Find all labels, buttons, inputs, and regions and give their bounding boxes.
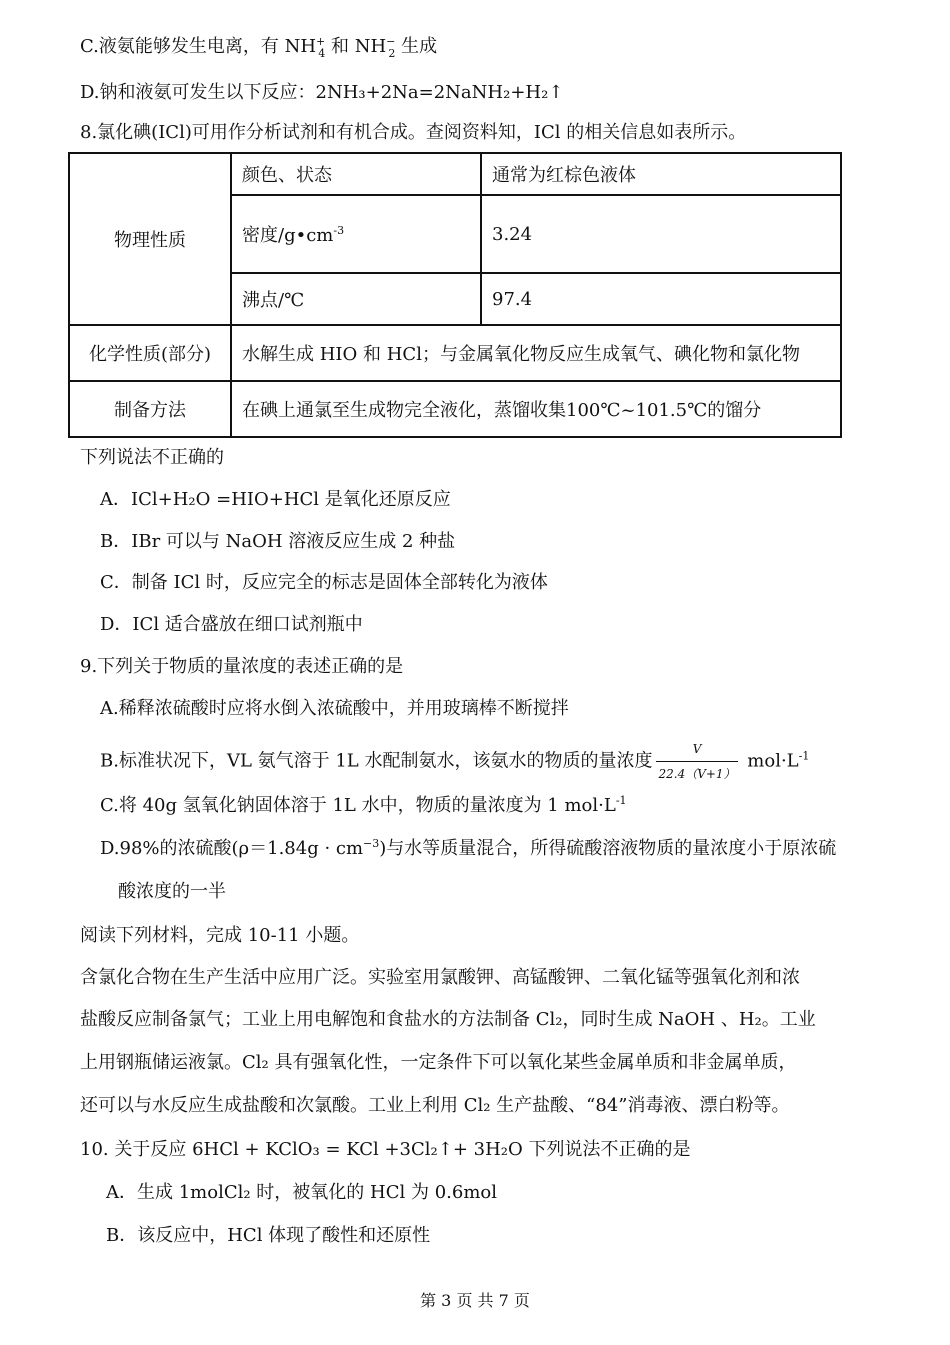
- q9-option-b: [100, 737, 809, 786]
- q7-option-c: [80, 35, 437, 59]
- row-value-color: 通常为红棕色液体: [481, 153, 841, 195]
- reading-paragraph-line4: 还可以与水反应生成盐酸和次氯酸。工业上利用 Cl₂ 生产盐酸、“84”消毒液、漂白粉等。: [80, 1095, 790, 1116]
- nh4-charge: +: [316, 35, 326, 48]
- page-footer: 第 3 页 共 7 页: [420, 1291, 530, 1310]
- q9-c-exponent: -1: [615, 794, 627, 807]
- q8-prompt: 下列说法不正确的: [80, 447, 224, 468]
- fraction-numerator: V: [656, 737, 737, 762]
- q7-c-text: C.液氨能够发生电离，有 NH: [80, 36, 317, 57]
- q9-option-a: A.稀释浓硫酸时应将水倒入浓硫酸中，并用玻璃棒不断搅拌: [100, 698, 569, 719]
- density-label: 密度/g•cm: [242, 225, 334, 246]
- chemical-header: 化学性质(部分): [69, 325, 231, 381]
- physical-header: 物理性质: [69, 153, 231, 325]
- q9-stem: 9.下列关于物质的量浓度的表述正确的是: [80, 656, 404, 677]
- density-exponent: -3: [333, 224, 345, 237]
- q9-b-text: B.标准状况下，VL 氨气溶于 1L 水配制氨水，该氨水的物质的量浓度: [100, 750, 653, 772]
- q9-d-text-cont: )与水等质量混合，所得硫酸溶液物质的量浓度小于原浓硫: [379, 838, 837, 859]
- q9-d-exponent: −3: [363, 837, 380, 850]
- row-value-density: 3.24: [481, 195, 841, 273]
- q9-c-text: C.将 40g 氢氧化钠固体溶于 1L 水中，物质的量浓度为 1 mol·L: [100, 795, 616, 816]
- q9-option-d-continued: 酸浓度的一半: [118, 881, 226, 902]
- q10-option-a: A．生成 1molCl₂ 时，被氧化的 HCl 为 0.6mol: [106, 1182, 497, 1203]
- q9-b-unit-exponent: -1: [798, 749, 810, 763]
- chemical-value: 水解生成 HIO 和 HCl；与金属氧化物反应生成氧气、碘化物和氯化物: [231, 325, 841, 381]
- reading-paragraph-line1: 含氯化合物在生产生活中应用广泛。实验室用氯酸钾、高锰酸钾、二氧化锰等强氧化剂和浓: [80, 967, 800, 988]
- reading-intro: 阅读下列材料，完成 10-11 小题。: [80, 925, 360, 946]
- q8-option-a: A．ICl+H₂O =HIO+HCl 是氧化还原反应: [100, 489, 451, 510]
- nh4-subscript: 4: [318, 46, 326, 60]
- q9-option-d: [100, 837, 836, 861]
- prep-header: 制备方法: [69, 381, 231, 437]
- fraction-denominator: 22.4（V+1）: [658, 767, 736, 781]
- icl-info-table: [68, 152, 842, 438]
- q9-b-unit: mol·L: [747, 750, 799, 772]
- reading-paragraph-line2: 盐酸反应制备氯气；工业上用电解饱和食盐水的方法制备 Cl₂，同时生成 NaOH 、H₂。工业: [80, 1009, 816, 1030]
- row-label-color: 颜色、状态: [231, 153, 481, 195]
- q8-option-c: C．制备 ICl 时，反应完全的标志是固体全部转化为液体: [100, 572, 548, 593]
- row-label-bp: 沸点/℃: [231, 273, 481, 325]
- q10-option-b: B．该反应中，HCl 体现了酸性和还原性: [106, 1225, 431, 1246]
- row-value-bp: 97.4: [481, 273, 841, 325]
- q8-stem: 8.氯化碘(ICl)可用作分析试剂和有机合成。查阅资料知，ICl 的相关信息如表所示。: [80, 122, 747, 143]
- q7-option-d: D.钠和液氨可发生以下反应：2NH₃+2Na=2NaNH₂+H₂↑: [80, 82, 564, 103]
- row-label-density: [231, 195, 481, 273]
- nh2-subscript: 2: [388, 46, 396, 60]
- q10-stem: 10. 关于反应 6HCl + KClO₃ = KCl +3Cl₂↑+ 3H₂O 下列说法不正确的是: [80, 1139, 691, 1160]
- nh2-charge: −: [386, 35, 396, 48]
- q8-option-d: D．ICl 适合盛放在细口试剂瓶中: [100, 614, 363, 635]
- prep-value: 在碘上通氯至生成物完全液化，蒸馏收集100℃~101.5℃的馏分: [231, 381, 841, 437]
- reading-paragraph-line3: 上用钢瓶储运液氯。Cl₂ 具有强氧化性，一定条件下可以氧化某些金属单质和非金属单质，: [80, 1052, 797, 1073]
- q9-d-text: D.98%的浓硫酸(ρ＝1.84g · cm: [100, 838, 364, 859]
- concentration-fraction: [656, 737, 737, 786]
- q7-c-post: 生成: [401, 36, 438, 57]
- q9-option-c: [100, 794, 627, 818]
- q8-option-b: B．IBr 可以与 NaOH 溶液反应生成 2 种盐: [100, 531, 456, 552]
- q7-c-mid: 和 NH: [330, 36, 387, 57]
